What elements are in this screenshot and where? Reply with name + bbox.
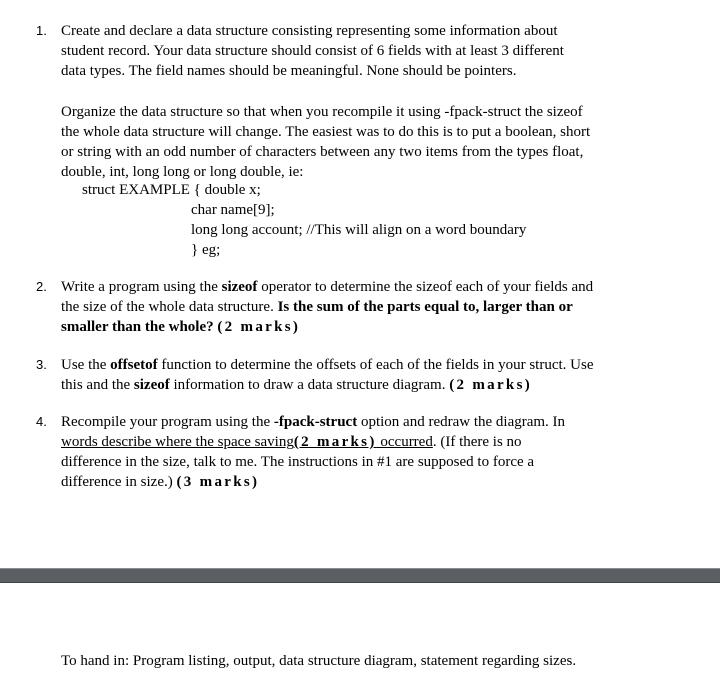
keyword-fpack-struct: -fpack-struct xyxy=(273,414,358,430)
question-2-text xyxy=(61,277,661,337)
keyword-sizeof: sizeof xyxy=(133,377,170,393)
text-line: Create and declare a data structure consisting representing some information about xyxy=(61,23,558,39)
text-line: student record. Your data structure should consist of 6 fields with at least 3 different xyxy=(61,43,564,59)
text-run: . (If there is no xyxy=(432,434,522,450)
marks-label: (2 marks) xyxy=(293,434,377,450)
question-4-text xyxy=(61,412,661,492)
text-run: this and the xyxy=(61,377,134,393)
bold-question: Is the sum of the parts equal to, larger than or xyxy=(277,299,573,315)
code-line: char name[9]; xyxy=(191,202,275,218)
text-run: Recompile your program using the xyxy=(61,414,274,430)
marks-label: (2 marks) xyxy=(449,377,533,393)
text-run: operator to determine the sizeof each of your fields and xyxy=(257,279,594,295)
question-number: 2. xyxy=(36,279,47,294)
underlined-text: occurred xyxy=(376,434,433,450)
question-number: 1. xyxy=(36,23,47,38)
hand-in-statement: To hand in: Program listing, output, data structure diagram, statement regarding sizes. xyxy=(61,653,577,669)
question-number: 3. xyxy=(36,357,47,372)
marks-label: (3 marks) xyxy=(176,474,260,490)
text-run: function to determine the offsets of each of the fields in your struct. Use xyxy=(157,357,594,373)
underlined-text: words describe where the space saving xyxy=(61,434,294,450)
text-line: the whole data structure will change. The easiest was to do this is to put a boolean, short xyxy=(61,124,591,140)
text-run: Write a program using the xyxy=(61,279,222,295)
keyword-offsetof: offsetof xyxy=(110,357,158,373)
text-run: option and redraw the diagram. In xyxy=(357,414,566,430)
text-line: Organize the data structure so that when you recompile it using -fpack-struct the sizeof xyxy=(61,104,583,120)
text-run: the size of the whole data structure. xyxy=(61,299,278,315)
code-line: long long account; //This will align on a word boundary xyxy=(191,222,527,238)
text-line: or string with an odd number of characters between any two items from the types float, xyxy=(61,144,584,160)
question-1-paragraph-1 xyxy=(61,21,661,81)
code-line: } eg; xyxy=(191,242,221,258)
text-run: difference in size.) xyxy=(61,474,177,490)
question-3-text xyxy=(61,355,661,395)
text-line: difference in the size, talk to me. The instructions in #1 are supposed to force a xyxy=(61,454,535,470)
text-run: Use the xyxy=(61,357,111,373)
text-line: double, int, long long or long double, ie: xyxy=(61,164,304,180)
text-run: information to draw a data structure diagram. xyxy=(169,377,450,393)
keyword-sizeof: sizeof xyxy=(221,279,258,295)
bold-question: smaller than the whole? xyxy=(61,319,214,335)
code-line: struct EXAMPLE { double x; xyxy=(82,182,261,198)
text-line: data types. The field names should be meaningful. None should be pointers. xyxy=(61,63,517,79)
page-divider xyxy=(0,568,720,583)
marks-label: (2 marks) xyxy=(217,319,301,335)
question-number: 4. xyxy=(36,414,47,429)
question-1-paragraph-2 xyxy=(61,102,661,182)
